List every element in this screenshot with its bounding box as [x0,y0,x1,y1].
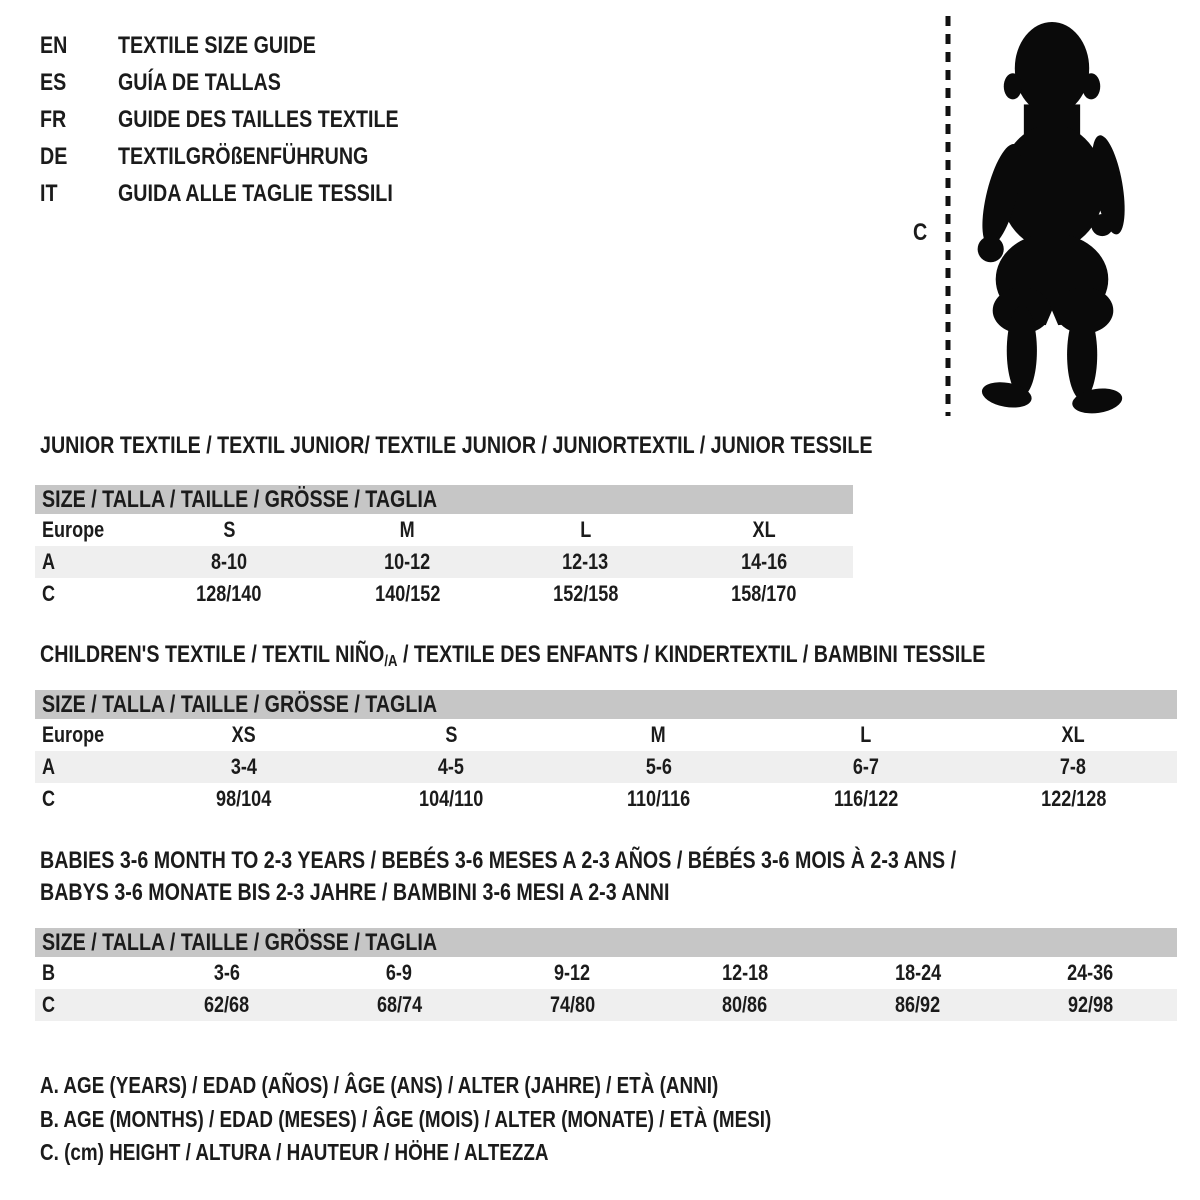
language-row-de [40,142,423,172]
table-cell: XS [231,722,256,747]
table-cell: S [445,722,458,747]
legend-line-a: A. AGE (YEARS) / EDAD (AÑOS) / ÂGE (ANS) / ALTER (JAHRE) / ETÀ (ANNI) [40,1072,719,1098]
table-cell: 6-7 [852,754,879,779]
size-header-bar: SIZE / TALLA / TAILLE / GRÖSSE / TAGLIA [35,928,1177,957]
language-code: FR [40,106,67,133]
table-cell: 98/104 [216,786,272,811]
table-cell: 18-24 [894,960,941,985]
junior-size-table [35,485,853,610]
language-code: IT [40,180,58,207]
row-label: C [42,992,56,1017]
section-title-babies-line1: BABIES 3-6 MONTH TO 2-3 YEARS / BEBÉS 3-6 MESES A 2-3 AÑOS / BÉBÉS 3-6 MOIS À 2-3 ANS / [40,847,957,874]
table-cell: M [399,517,415,542]
language-title: TEXTILGRÖßENFÜHRUNG [118,143,369,170]
language-title: GUIDE DES TAILLES TEXTILE [118,106,399,133]
table-cell: 68/74 [376,992,422,1017]
language-code: DE [40,143,68,170]
row-label: B [42,960,56,985]
table-cell: 74/80 [549,992,595,1017]
table-cell: 110/116 [626,786,691,811]
table-cell: 12-18 [721,960,768,985]
table-cell: 152/158 [553,581,619,606]
table-cell: 3-6 [213,960,240,985]
table-cell: 7-8 [1060,754,1087,779]
table-cell: 80/86 [722,992,768,1017]
table-cell: 14-16 [740,549,787,574]
language-code: ES [40,69,67,96]
table-cell: 122/128 [1040,786,1106,811]
size-header-bar: SIZE / TALLA / TAILLE / GRÖSSE / TAGLIA [35,690,1177,719]
table-cell: XL [1061,722,1085,747]
language-title: GUÍA DE TALLAS [118,69,281,96]
row-label: A [42,754,56,779]
section-title-junior: JUNIOR TEXTILE / TEXTIL JUNIOR/ TEXTILE JUNIOR / JUNIORTEXTIL / JUNIOR TESSILE [40,432,873,459]
table-row-age [35,751,1177,783]
size-header-bar: SIZE / TALLA / TAILLE / GRÖSSE / TAGLIA [35,485,853,514]
table-cell: 128/140 [196,581,262,606]
toddler-silhouette-icon [962,16,1144,418]
section-title-children: CHILDREN'S TEXTILE / TEXTIL NIÑO/A / TEXTILE DES ENFANTS / KINDERTEXTIL / BAMBINI TESSILE [40,641,986,670]
row-label: A [42,549,56,574]
section-title-babies-line2: BABYS 3-6 MONATE BIS 2-3 JAHRE / BAMBINI 3-6 MESI A 2-3 ANNI [40,879,670,906]
language-row-it [40,179,453,209]
table-cell: XL [752,517,776,542]
table-cell: 104/110 [419,786,484,811]
table-cell: 12-13 [562,549,609,574]
language-row-en [40,31,359,61]
table-cell: 9-12 [554,960,591,985]
table-cell: 158/170 [731,581,797,606]
table-cell: 8-10 [211,549,248,574]
table-row-months [35,957,1177,989]
table-cell: 86/92 [895,992,941,1017]
language-title: TEXTILE SIZE GUIDE [118,32,316,59]
table-cell: 92/98 [1067,992,1114,1017]
table-cell: S [223,517,236,542]
height-measure-dashed-line [944,16,952,416]
table-cell: 3-4 [230,754,257,779]
height-measure-label: C [913,219,928,246]
table-row-height [35,783,1177,815]
table-row-europe [35,514,853,546]
legend-line-c: C. (cm) HEIGHT / ALTURA / HAUTEUR / HÖHE / ALTEZZA [40,1139,549,1165]
table-cell: 140/152 [374,581,440,606]
language-title: GUIDA ALLE TAGLIE TESSILI [118,180,393,207]
language-row-fr [40,105,460,135]
table-cell: L [580,517,592,542]
children-size-table [35,690,1177,815]
row-label: C [42,786,56,811]
table-cell: 10-12 [384,549,431,574]
table-row-height [35,578,853,610]
row-label: Europe [42,517,105,542]
table-row-height [35,989,1177,1021]
table-cell: 5-6 [645,754,672,779]
table-cell: 116/122 [833,786,899,811]
row-label: C [42,581,56,606]
table-cell: L [860,722,872,747]
table-row-age [35,546,853,578]
language-row-es [40,68,317,98]
table-row-europe [35,719,1177,751]
table-cell: M [650,722,667,747]
language-code: EN [40,32,68,59]
row-label: Europe [42,722,105,747]
subscript-a: /A [384,653,398,670]
babies-size-table [35,928,1177,1021]
legend-line-b: B. AGE (MONTHS) / EDAD (MESES) / ÂGE (MOIS) / ALTER (MONATE) / ETÀ (MESI) [40,1106,772,1132]
table-cell: 6-9 [386,960,413,985]
table-cell: 4-5 [438,754,465,779]
table-cell: 24-36 [1067,960,1114,985]
table-cell: 62/68 [203,992,249,1017]
